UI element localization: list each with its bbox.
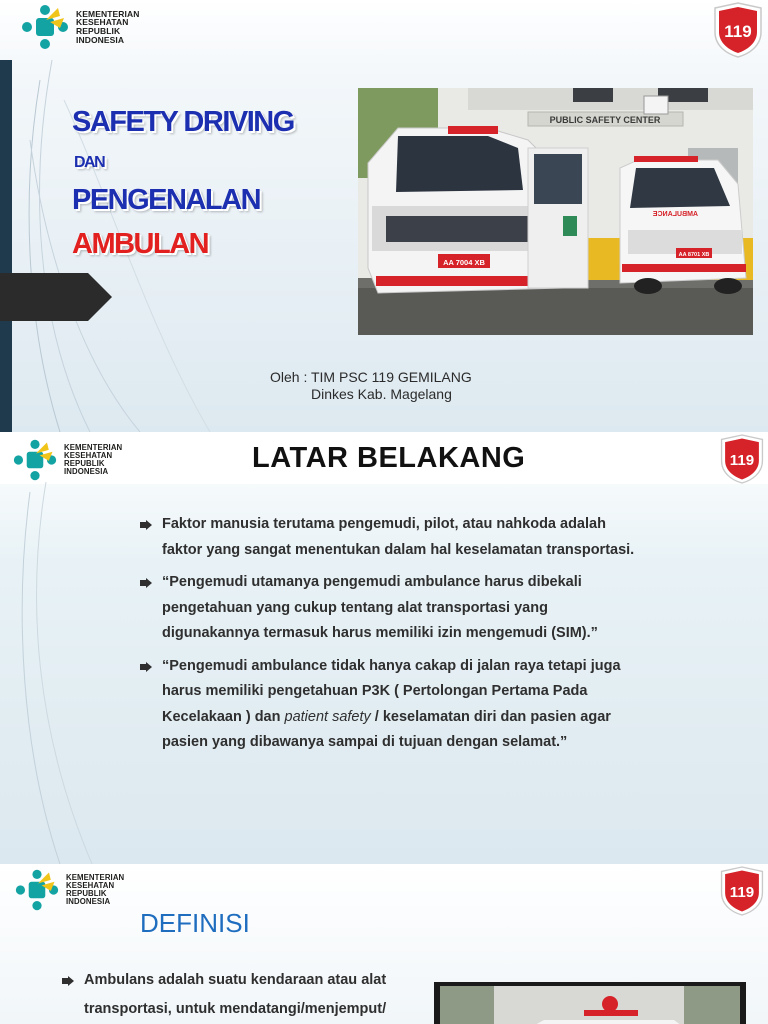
byline-author: Oleh : TIM PSC 119 GEMILANG	[270, 369, 472, 385]
slide-title-latar-belakang: LATAR BELAKANG	[252, 442, 526, 474]
bullet-list	[62, 966, 422, 1024]
bullet-text: Ambulans adalah suatu kendaraan atau alat transportasi, untuk mendatangi/menjemput/	[84, 972, 387, 1017]
logo-line-2: KESEHATAN	[66, 881, 115, 891]
ministry-logo	[14, 868, 124, 912]
logo-line-4: INDONESIA	[76, 34, 125, 45]
logo-line-2: KESEHATAN	[76, 17, 129, 28]
title-line-safety-driving: SAFETY DRIVING	[72, 106, 294, 138]
vehicle-label-text: AMBULANCE	[652, 211, 698, 218]
logo-line-3: REPUBLIK	[64, 459, 105, 468]
slide-title-definisi: DEFINISI	[140, 908, 250, 938]
slide-title	[0, 0, 768, 432]
logo-line-3: REPUBLIK	[66, 889, 107, 898]
logo-line-2: KESEHATAN	[64, 451, 113, 461]
psc-119-badge-icon	[718, 866, 766, 916]
title-line-dan: DAN	[74, 154, 105, 171]
arrow-bullet-icon	[140, 520, 152, 530]
badge-number: 119	[729, 884, 755, 902]
bullet-text: Faktor manusia terutama pengemudi, pilot, atau nahkoda adalah faktor yang sangat menentukan dalam hal keselamatan transportasi.	[162, 516, 635, 558]
logo-line-1: KEMENTERIAN	[66, 873, 125, 883]
bullet-item	[62, 966, 422, 1024]
badge-number: 119	[724, 22, 752, 41]
ambulance-photo-partial	[434, 982, 746, 1024]
slide-definisi	[0, 864, 768, 1024]
title-line-ambulan: AMBULAN	[72, 228, 209, 260]
ambulance-photo	[358, 88, 753, 335]
badge-number: 119	[729, 452, 755, 470]
arrow-shape-icon	[0, 273, 112, 321]
kemenkes-logo-icon	[14, 868, 60, 912]
psc-119-badge-icon	[711, 2, 765, 58]
bullet-text-part-2: / keselamatan diri dan pasien agar pasien yang dibawanya sampai di tujuan dengan selamat.”	[162, 708, 611, 750]
byline-organization: Dinkes Kab. Magelang	[311, 386, 452, 402]
bullet-item	[140, 512, 640, 563]
slide-latar-belakang	[0, 432, 768, 864]
bullet-text: “Pengemudi utamanya pengemudi ambulance harus dibekali pengetahuan yang cukup tentang alat transportasi yang digunakannya termasuk harus memiliki izin mengemudi (SIM).”	[162, 574, 598, 641]
title-line-pengenalan: PENGENALAN	[72, 184, 261, 216]
logo-line-4: INDONESIA	[66, 896, 111, 906]
arrow-bullet-icon	[62, 976, 74, 986]
bullet-list	[140, 512, 640, 763]
plate-left-text: AA 7004 XB	[443, 258, 485, 267]
kemenkes-logo-icon	[20, 4, 70, 50]
logo-line-3: REPUBLIK	[76, 26, 121, 36]
plate-right-text: AA 8701 XB	[678, 252, 710, 258]
logo-line-4: INDONESIA	[64, 466, 109, 476]
ministry-logo	[12, 438, 122, 482]
bullet-text-part-1: “Pengemudi ambulance tidak hanya cakap di jalan raya tetapi juga harus memiliki pengetahuan P3K ( Pertolongan Pertama Pada Kecelakaan ) dan	[162, 657, 621, 725]
building-sign-text: PUBLIC SAFETY CENTER	[549, 115, 661, 125]
kemenkes-logo-icon	[12, 438, 58, 482]
arrow-bullet-icon	[140, 662, 152, 672]
left-accent-bar	[0, 60, 12, 432]
ministry-logo	[20, 4, 139, 50]
psc-119-badge-icon	[718, 434, 766, 484]
bullet-text-italic: patient safety	[284, 708, 371, 725]
arrow-bullet-icon	[140, 578, 152, 588]
bullet-item	[140, 654, 640, 756]
logo-line-1: KEMENTERIAN	[76, 8, 140, 19]
logo-line-1: KEMENTERIAN	[64, 443, 123, 453]
bullet-item	[140, 570, 640, 647]
